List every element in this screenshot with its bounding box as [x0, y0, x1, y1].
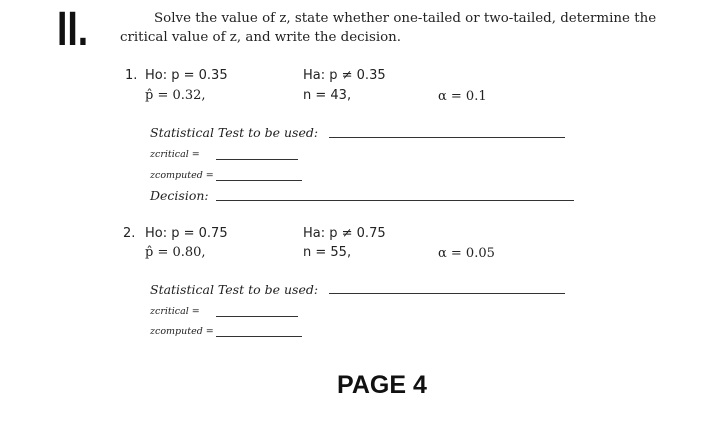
null-hypothesis: Ho: p = 0.75: [145, 226, 228, 241]
z-critical-label: zcritical =: [150, 306, 200, 317]
instruction-line-1: Solve the value of z, state whether one-tailed or two-tailed, determine the: [154, 11, 657, 26]
alternative-hypothesis: Ha: p ≠ 0.35: [303, 68, 386, 83]
alpha-level: α = 0.05: [438, 246, 495, 261]
z-critical-label: zcritical =: [150, 149, 200, 160]
decision-blank[interactable]: [216, 200, 574, 201]
z-computed-label: zcomputed =: [150, 170, 214, 181]
sample-proportion: p̂ = 0.80,: [145, 245, 206, 260]
test-label: Statistical Test to be used:: [150, 125, 319, 140]
z-critical-blank[interactable]: [216, 159, 298, 160]
test-answer-blank[interactable]: [329, 137, 565, 138]
instruction-line-2: critical value of z, and write the decision.: [120, 30, 402, 45]
decision-label: Decision:: [150, 188, 209, 203]
sample-size: n = 55,: [303, 245, 352, 260]
z-computed-label: zcomputed =: [150, 326, 214, 337]
z-critical-blank[interactable]: [216, 316, 298, 317]
alpha-level: α = 0.1: [438, 89, 487, 104]
alternative-hypothesis: Ha: p ≠ 0.75: [303, 226, 386, 241]
z-computed-blank[interactable]: [216, 180, 302, 181]
test-label: Statistical Test to be used:: [150, 282, 319, 297]
sample-proportion: p̂ = 0.32,: [145, 88, 206, 103]
sample-size: n = 43,: [303, 88, 352, 103]
page-number: PAGE 4: [337, 371, 427, 399]
section-numeral: II.: [57, 3, 89, 56]
problem-number: 1.: [125, 68, 138, 83]
problem-number: 2.: [123, 226, 136, 241]
test-answer-blank[interactable]: [329, 293, 565, 294]
null-hypothesis: Ho: p = 0.35: [145, 68, 228, 83]
z-computed-blank[interactable]: [216, 336, 302, 337]
